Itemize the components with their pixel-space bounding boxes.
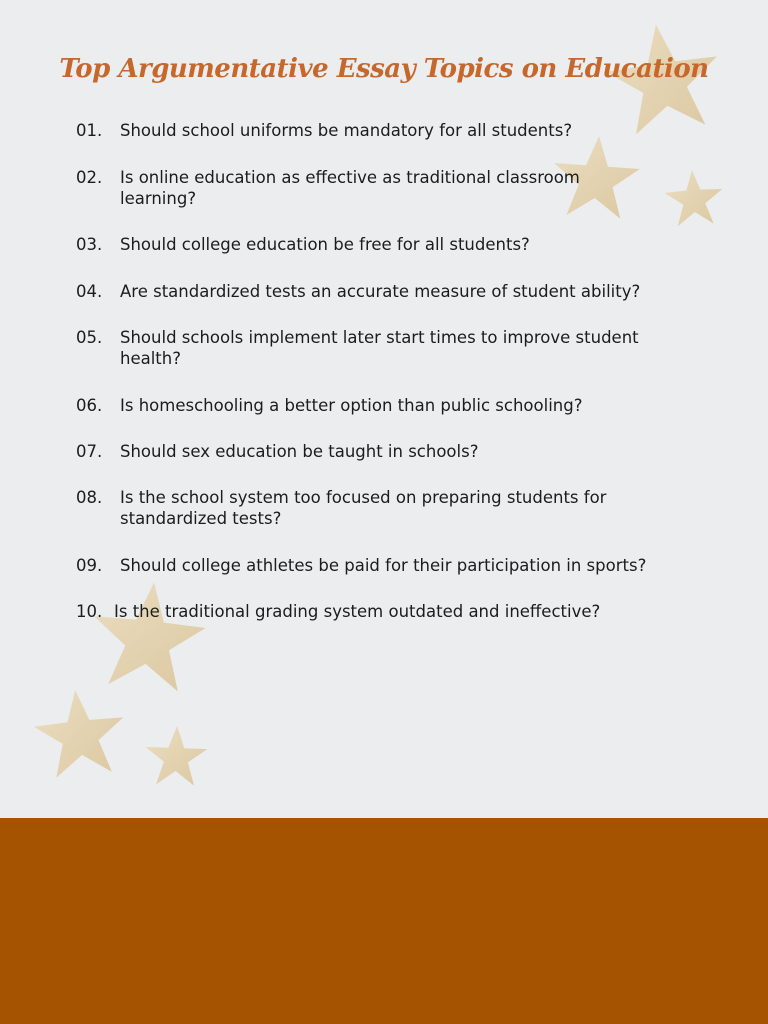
item-number: 07. xyxy=(76,442,103,461)
item-text: Should college athletes be paid for their participation in sports? xyxy=(120,556,647,575)
item-number: 05. xyxy=(76,328,103,347)
star-icon xyxy=(30,686,128,780)
list-item xyxy=(76,327,716,369)
item-text: Is homeschooling a better option than public schooling? xyxy=(120,396,583,415)
list-item xyxy=(76,234,716,255)
item-number: 09. xyxy=(76,556,103,575)
item-text: Is the school system too focused on preparing students for standardized tests? xyxy=(120,488,607,528)
item-text: Should schools implement later start times to improve student health? xyxy=(120,328,639,368)
item-text: Is online education as effective as traditional classroom learning? xyxy=(120,168,580,208)
item-number: 06. xyxy=(76,396,103,415)
footer-band xyxy=(0,818,768,1024)
item-number: 04. xyxy=(76,282,103,301)
list-item xyxy=(76,487,716,529)
item-text: Are standardized tests an accurate measure of student ability? xyxy=(120,282,641,301)
star-icon xyxy=(87,576,209,693)
list-item xyxy=(76,601,716,622)
list-item xyxy=(76,441,716,462)
list-item xyxy=(76,167,716,209)
item-text: Is the traditional grading system outdated and ineffective? xyxy=(114,602,601,621)
list-item xyxy=(76,395,716,416)
list-item xyxy=(76,555,716,576)
item-text: Should college education be free for all students? xyxy=(120,235,530,254)
item-number: 01. xyxy=(76,121,103,140)
list-item xyxy=(76,281,716,302)
list-item xyxy=(76,120,716,141)
item-number: 03. xyxy=(76,235,103,254)
star-icon xyxy=(144,725,208,786)
item-number: 10. xyxy=(76,602,103,621)
item-text: Should sex education be taught in schools? xyxy=(120,442,479,461)
item-number: 02. xyxy=(76,168,103,187)
page-title: Top Argumentative Essay Topics on Education xyxy=(59,54,709,84)
item-text: Should school uniforms be mandatory for all students? xyxy=(120,121,573,140)
item-number: 08. xyxy=(76,488,103,507)
